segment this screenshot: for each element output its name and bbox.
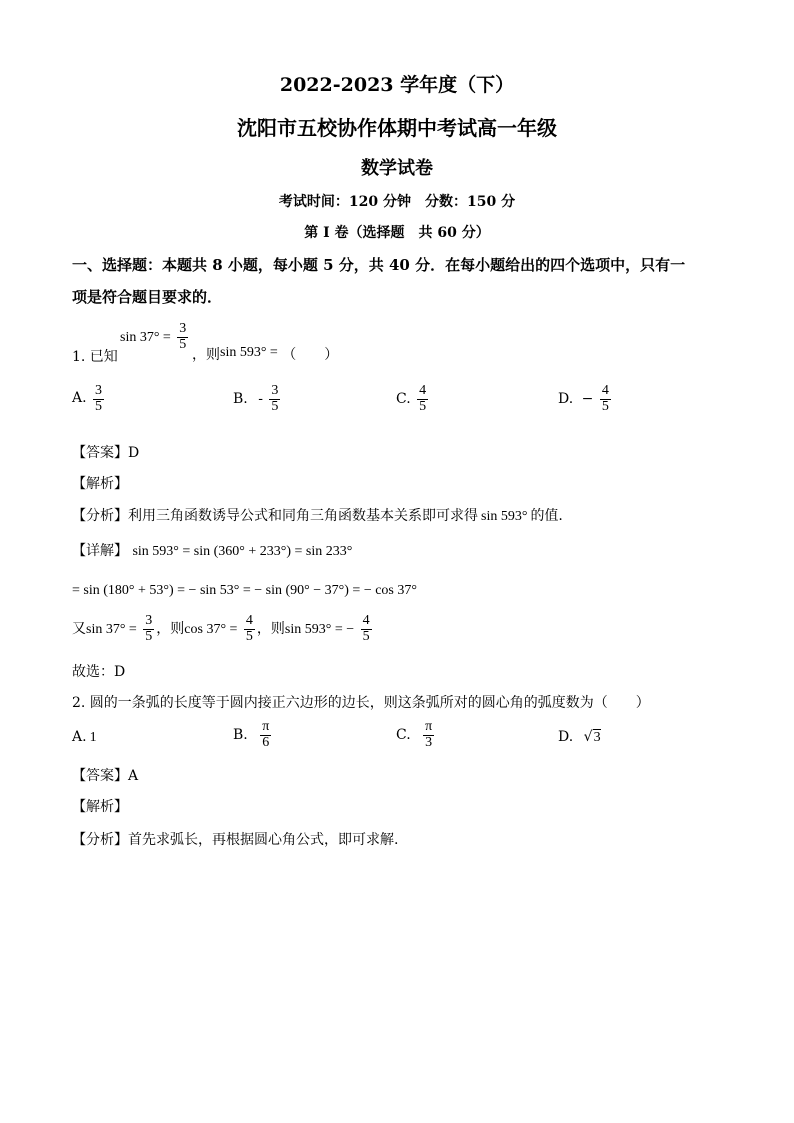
q1-option-d[interactable] bbox=[558, 384, 613, 414]
q1-option-a-label: A. bbox=[72, 390, 87, 407]
q2-stem: 2. 圆的一条弧的长度等于圆内接正六边形的边长，则这条弧所对的圆心角的弧度数为（ ） bbox=[72, 695, 650, 711]
q1-detail-tag: 【详解】 bbox=[72, 543, 128, 559]
q2-option-c[interactable] bbox=[396, 720, 436, 750]
q1-fenxi-text: 利用三角函数诱导公式和同角三角函数基本关系即可求得 bbox=[128, 508, 478, 524]
q1-detail-line3 bbox=[72, 614, 374, 644]
q1-detail3-a-num: 3 bbox=[145, 613, 153, 628]
q1-detail3-a-den: 5 bbox=[145, 628, 153, 644]
q1-given-num: 3 bbox=[179, 321, 187, 336]
exam-info: 考试时间：120 分钟 分数：150 分 bbox=[278, 194, 516, 210]
q1-option-c-num: 4 bbox=[419, 383, 427, 398]
q1-detail3-c-den: 5 bbox=[362, 628, 370, 644]
q2-answer bbox=[72, 765, 138, 785]
q2-option-a-value: 1 bbox=[89, 730, 97, 745]
q1-detail3-a-frac bbox=[143, 614, 154, 644]
q1-detail-expr2: = sin (180° + 53°) = − sin 53° = − sin (90° − 37°) = − cos 37° bbox=[72, 583, 417, 598]
q1-analysis-tag: 【解析】 bbox=[72, 476, 128, 492]
q1-option-a[interactable] bbox=[72, 384, 106, 414]
q1-option-a-den: 5 bbox=[95, 398, 103, 414]
q2-option-a-label: A. bbox=[72, 729, 87, 745]
q2-option-b-num: π bbox=[262, 719, 270, 734]
q1-option-b[interactable] bbox=[233, 384, 282, 414]
q1-option-d-num: 4 bbox=[601, 383, 609, 398]
q1-option-d-sign: − bbox=[581, 391, 594, 408]
q2-option-b[interactable] bbox=[233, 720, 273, 750]
q1-option-d-label: D. bbox=[558, 391, 574, 408]
q1-option-b-num: 3 bbox=[271, 383, 279, 398]
q1-option-c-den: 5 bbox=[419, 398, 427, 414]
q2-fenxi-tag: 【分析】 bbox=[72, 832, 128, 848]
q1-option-a-num: 3 bbox=[95, 383, 103, 398]
q1-detail3-mid1: ，则 bbox=[156, 621, 185, 638]
q1-detail3-prefix: 又 bbox=[72, 621, 86, 638]
q1-option-c-fraction bbox=[417, 384, 428, 414]
q1-option-d-den: 5 bbox=[601, 398, 609, 414]
q1-option-a-fraction bbox=[93, 384, 104, 414]
q2-option-c-fraction bbox=[423, 720, 434, 750]
q1-option-c[interactable] bbox=[396, 384, 430, 414]
q1-answer-tag: 【答案】 bbox=[72, 445, 128, 461]
q1-detail3-a: sin 37° = bbox=[86, 622, 137, 638]
q1-detail3-c-frac bbox=[361, 614, 372, 644]
q1-answer bbox=[72, 442, 139, 462]
q1-prefix: 1. 已知 bbox=[72, 349, 118, 365]
q2-analysis-tag: 【解析】 bbox=[72, 799, 128, 815]
q1-fenxi-end: 的值. bbox=[530, 508, 563, 524]
section-heading-line2: 项是符合题目要求的． bbox=[72, 288, 223, 306]
q1-given-den: 5 bbox=[179, 336, 187, 352]
q2-option-c-den: 3 bbox=[425, 734, 433, 750]
q1-detail-expr1: sin 593° = sin (360° + 233°) = sin 233° bbox=[132, 544, 353, 559]
section-heading-line1: 一、选择题：本题共 8 小题，每小题 5 分，共 40 分．在每小题给出的四个选项中，只有一 bbox=[72, 256, 686, 274]
q1-option-b-label: B. bbox=[233, 391, 248, 408]
q2-option-a[interactable] bbox=[72, 729, 97, 746]
q1-detail3-c-num: 4 bbox=[362, 613, 370, 628]
q1-fenxi-math: sin 593° bbox=[481, 509, 528, 524]
q1-stem-rest bbox=[192, 344, 338, 364]
q1-detail3-b-frac bbox=[244, 614, 255, 644]
q1-fenxi-tag: 【分析】 bbox=[72, 508, 128, 524]
q1-option-b-fraction bbox=[269, 384, 280, 414]
q2-answer-tag: 【答案】 bbox=[72, 768, 128, 784]
q1-target: sin 593° = bbox=[220, 345, 278, 360]
q2-answer-value: A bbox=[128, 768, 139, 784]
q1-given-fraction bbox=[177, 322, 188, 352]
q1-option-b-sign: - bbox=[258, 391, 263, 408]
q2-option-c-label: C. bbox=[396, 727, 411, 744]
q1-mid: ，则 bbox=[192, 347, 220, 363]
q1-detail3-c: sin 593° = − bbox=[284, 622, 355, 638]
q2-option-d-label: D. bbox=[558, 729, 574, 745]
q1-answer-value: D bbox=[128, 445, 140, 461]
q1-detail3-b-den: 5 bbox=[245, 628, 253, 644]
q1-blank: （ ） bbox=[282, 347, 339, 363]
q1-detail-line1 bbox=[72, 540, 352, 560]
q2-option-b-den: 6 bbox=[262, 734, 270, 750]
exam-subject: 数学试卷 bbox=[361, 158, 433, 179]
q1-stem bbox=[72, 346, 118, 366]
q2-option-d[interactable] bbox=[558, 729, 601, 746]
exam-volume: 第 I 卷（选择题 共 60 分） bbox=[304, 225, 490, 241]
q1-conclusion: 故选：D bbox=[72, 664, 126, 680]
q1-fenxi bbox=[72, 505, 563, 525]
q1-given-expr bbox=[120, 322, 190, 352]
q2-option-b-fraction bbox=[260, 720, 271, 750]
q1-detail-line2 bbox=[72, 582, 417, 599]
q2-option-b-label: B. bbox=[233, 727, 248, 744]
q1-detail3-b-num: 4 bbox=[245, 613, 253, 628]
q2-option-c-num: π bbox=[425, 719, 433, 734]
q1-detail3-b: cos 37° = bbox=[184, 622, 238, 638]
exam-year: 2022-2023 学年度（下） bbox=[279, 74, 515, 96]
q2-fenxi bbox=[72, 829, 398, 849]
q1-option-c-label: C. bbox=[396, 391, 411, 408]
q2-option-d-radicand: 3 bbox=[593, 730, 601, 745]
q1-option-b-den: 5 bbox=[271, 398, 279, 414]
exam-title: 沈阳市五校协作体期中考试高一年级 bbox=[237, 116, 557, 140]
q1-detail3-mid2: ，则 bbox=[256, 621, 285, 638]
q2-option-d-sqrt: √3 bbox=[583, 729, 601, 745]
q2-fenxi-text: 首先求弧长，再根据圆心角公式，即可求解. bbox=[128, 832, 399, 848]
q1-option-d-fraction bbox=[600, 384, 611, 414]
q1-given-lhs: sin 37° = bbox=[120, 330, 171, 346]
